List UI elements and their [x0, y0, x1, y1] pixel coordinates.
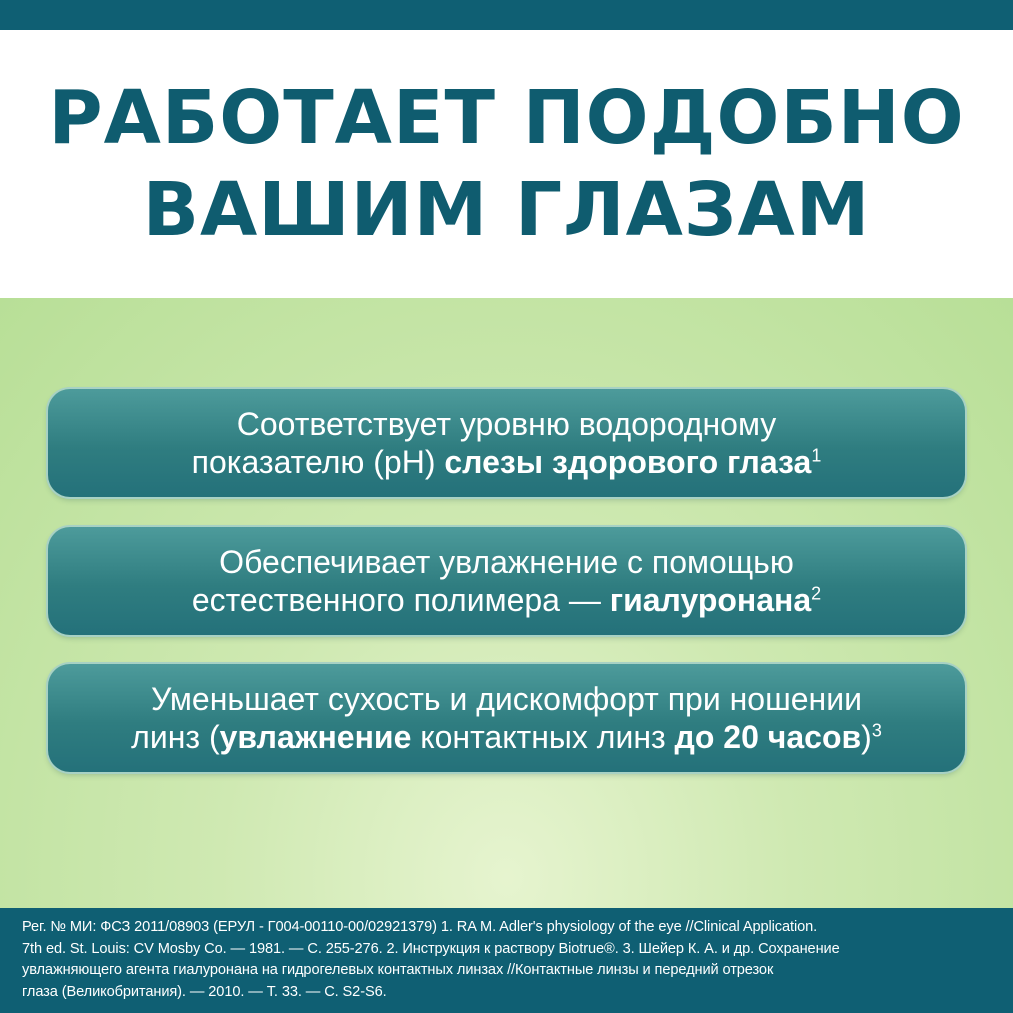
footnote-marker: 2	[811, 583, 822, 604]
card-text-regular: естественного полимера —	[191, 582, 610, 618]
footer-line: 7th ed. St. Louis: CV Mosby Co. — 1981. — С. 255-276. 2. Инструкция к раствору Biotrue®. 3. Шейер К. А. и др. Сохранение	[22, 940, 840, 957]
card-text-line: Обеспечивает увлажнение с помощью	[219, 544, 794, 580]
card-text-regular: )	[861, 719, 872, 755]
card-text-line	[131, 718, 882, 756]
top-bar	[0, 0, 1013, 30]
footnote-marker: 3	[871, 720, 882, 741]
card-text-bold: увлажнение	[219, 719, 412, 755]
benefit-card-ph	[48, 389, 965, 497]
benefit-card-hyaluronan	[48, 527, 965, 635]
card-text-line: Уменьшает сухость и дискомфорт при ношении	[151, 681, 862, 717]
footer-references	[0, 908, 1013, 1013]
card-text-bold: до 20 часов	[674, 719, 862, 755]
card-text-line	[192, 581, 821, 619]
card-text-regular: линз (	[131, 719, 220, 755]
footnote-marker: 1	[811, 445, 822, 466]
page-title-line-1: РАБОТАЕТ ПОДОБНО	[48, 75, 965, 161]
card-text-line: Соответствует уровню водородному	[236, 406, 777, 442]
page-title-line-2: ВАШИМ ГЛАЗАМ	[142, 167, 871, 253]
header	[0, 30, 1013, 298]
footer-line: Рег. № МИ: ФСЗ 2011/08903 (ЕРУЛ - Г004-00110-00/02921379) 1. RA M. Adler's physiology of the eye //Clinical Application.	[22, 919, 818, 935]
card-text-regular: показателю (pH)	[191, 444, 445, 480]
benefit-card-comfort	[48, 664, 965, 772]
card-text-regular: контактных линз	[411, 719, 675, 755]
card-text-bold: слезы здорового глаза	[444, 444, 812, 480]
footer-line: глаза (Великобритания). — 2010. — Т. 33. — С. S2-S6.	[22, 983, 387, 1000]
card-text-line	[192, 443, 822, 481]
card-text-bold: гиалуронана	[609, 582, 812, 618]
footer-line: увлажняющего агента гиалуронана на гидрогелевых контактных линзах //Контактные линзы и передний отрезок	[22, 962, 774, 978]
